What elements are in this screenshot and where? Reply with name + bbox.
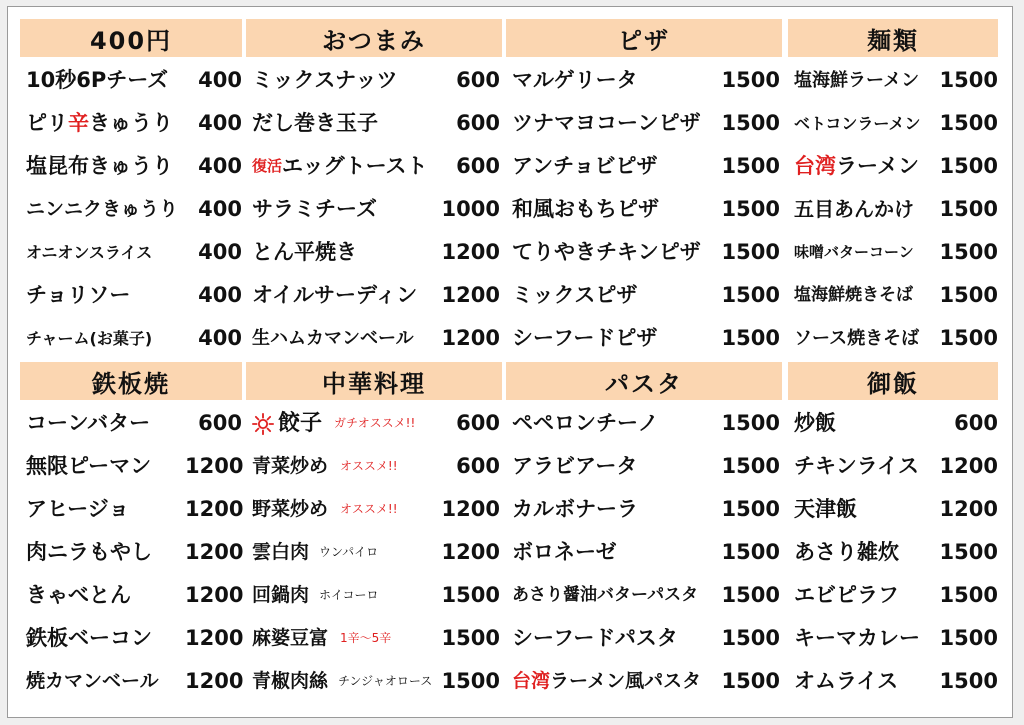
name-text: ペペロンチーノ [512,411,659,435]
section-header: おつまみ [246,19,502,57]
menu-item [506,59,782,102]
section-header: 400円 [20,19,242,57]
menu-item-name [794,145,919,188]
menu-item [246,531,502,574]
name-text: 青菜炒め [252,455,329,477]
menu-item [788,402,998,445]
menu-item-price: 1500 [721,68,780,92]
menu-item [246,102,502,145]
menu-item [788,317,998,360]
menu-item [20,231,242,274]
name-text: 回鍋肉 [252,584,310,606]
menu-item [788,488,998,531]
menu-item [20,274,242,317]
menu-item-price: 1200 [185,540,244,564]
menu-item [20,531,242,574]
menu-item-price: 1500 [939,68,998,92]
menu-item-name [794,317,919,360]
name-text: ニンニクきゅうり [26,198,179,220]
menu-item-name [794,660,898,703]
name-text: 和風おもちピザ [512,197,659,221]
name-text: 生ハムカマンベール [252,328,414,349]
reading-note: ウンパイロ [319,545,379,559]
menu-item-price: 1500 [939,154,998,178]
menu-item-price: 1200 [185,454,244,478]
menu-item-name [794,188,914,231]
menu-item-price: 600 [954,411,998,435]
name-text: 餃子 [278,411,323,436]
menu-item [788,445,998,488]
name-text: 塩昆布きゅうり [26,154,173,178]
menu-item-price: 1500 [721,583,780,607]
menu-item-name [26,531,152,574]
recommend-note: オススメ!! [340,502,398,516]
name-text: オムライス [794,669,899,693]
menu-item-price: 1500 [939,583,998,607]
name-text: ソース焼きそば [794,328,920,349]
menu-item-name [794,445,919,488]
name-text: 炒飯 [794,411,836,435]
name-text: カルボナーラ [512,497,638,521]
menu-item-name [252,574,379,617]
menu-item-name [252,231,357,274]
name-text: ベトコンラーメン [794,114,921,133]
menu-item-name [512,317,657,360]
name-text: ピリ [26,111,68,135]
name-text: きゅうり [89,111,173,135]
name-accent: 辛 [68,111,89,135]
menu-item-price: 1500 [939,197,998,221]
menu-item [788,660,998,703]
menu-item [788,574,998,617]
menu-item-price: 1200 [939,454,998,478]
menu-item-price: 1500 [721,326,780,350]
name-text: 10秒6Pチーズ [26,68,169,92]
menu-item-price: 1500 [939,111,998,135]
menu-item [20,102,242,145]
name-text: チャーム(お菓子) [26,329,153,348]
menu-item [20,488,242,531]
menu-section [246,19,502,372]
menu-item-price: 600 [456,454,500,478]
menu-item-name [512,145,658,188]
menu-item-price: 1200 [441,283,500,307]
menu-item-name [26,617,152,660]
menu-item-price: 1200 [185,669,244,693]
menu-item-name [26,145,173,188]
name-text: 青椒肉絲 [252,670,329,692]
menu-item [20,402,242,445]
menu-section [506,19,782,372]
menu-section [20,19,242,372]
name-text: コーンバター [26,411,151,435]
name-text: ボロネーゼ [512,540,617,564]
menu-item [246,488,502,531]
menu-item [246,317,502,360]
menu-item-price: 1200 [441,240,500,264]
menu-item-name [26,574,131,617]
menu-item-price: 1500 [721,197,780,221]
menu-item [506,488,782,531]
menu-item-price: 400 [198,283,242,307]
recommend-note: オススメ!! [340,459,398,473]
menu-item-name [512,59,638,102]
menu-item-price: 600 [456,411,500,435]
name-text: 野菜炒め [252,498,329,520]
menu-item-name [794,231,914,274]
menu-item [506,188,782,231]
menu-item [246,445,502,488]
menu-item-name [26,274,130,317]
menu-item-price: 1000 [441,197,500,221]
name-text: ミックスピザ [512,283,638,307]
menu-item-price: 400 [198,68,242,92]
name-text: ラーメン [836,154,919,178]
name-text: 無限ピーマン [26,454,152,478]
menu-item [788,59,998,102]
menu-item-price: 1500 [939,626,998,650]
menu-item-name [512,102,701,145]
menu-item-price: 1200 [185,497,244,521]
menu-item-price: 400 [198,240,242,264]
menu-item [788,102,998,145]
menu-item-price: 600 [456,154,500,178]
menu-item-name [252,274,417,317]
name-text: エビピラフ [794,583,899,607]
name-text: 味噌バターコーン [794,243,914,261]
menu-item [788,531,998,574]
section-header: ピザ [506,19,782,57]
menu-item-name [512,231,701,274]
menu-item [506,574,782,617]
menu-section [788,362,998,715]
menu-item-price: 400 [198,326,242,350]
menu-item-name [512,574,698,617]
menu-item [20,660,242,703]
menu-item [506,445,782,488]
menu-item [506,102,782,145]
menu-item-price: 1500 [721,669,780,693]
menu-item-name [512,488,638,531]
menu-item-price: 1500 [939,283,998,307]
menu-item [246,145,502,188]
menu-item [246,59,502,102]
name-text: ミックスナッツ [252,68,398,92]
menu-item-price: 600 [456,111,500,135]
menu-item-price: 1500 [441,626,500,650]
menu-item-price: 600 [456,68,500,92]
menu-item [246,574,502,617]
menu-item [246,660,502,703]
menu-item-price: 1200 [441,326,500,350]
menu-item [20,617,242,660]
menu-item-name [512,188,659,231]
menu-item [246,231,502,274]
name-text: オニオンスライス [26,243,153,262]
name-text: 肉ニラもやし [26,540,152,564]
menu-item [20,145,242,188]
menu-item-name [512,402,659,445]
menu-item-name [26,59,168,102]
name-text: 焼カマンベール [26,670,159,692]
menu-item [20,574,242,617]
menu-item [20,317,242,360]
menu-item-price: 1500 [721,540,780,564]
menu-item-price: 1500 [721,454,780,478]
name-text: シーフードピザ [512,326,658,350]
menu-item-name [794,59,919,102]
menu-item-name [26,445,151,488]
section-header: 御飯 [788,362,998,400]
menu-item-price: 1500 [721,283,780,307]
reading-note: チンジャオロース [338,674,433,688]
menu-section [246,362,502,715]
menu-item-name [26,188,178,231]
menu-item-name [26,317,152,360]
name-text: 麻婆豆富 [252,627,329,649]
menu-item-name [252,445,398,488]
menu-item [788,188,998,231]
name-text: マルゲリータ [512,68,638,92]
menu-item-price: 1200 [185,626,244,650]
menu-item [506,402,782,445]
menu-item [788,274,998,317]
menu-item-name [252,145,428,188]
menu-item [788,617,998,660]
name-text: あさり雑炊 [794,540,899,564]
menu-item [20,445,242,488]
name-text: ツナマヨコーンピザ [512,111,701,135]
menu-item-price: 600 [198,411,242,435]
menu-item-price: 1200 [939,497,998,521]
menu-item-name [26,488,129,531]
menu-item-name [252,102,378,145]
section-header: 鉄板焼 [20,362,242,400]
menu-item-name [794,274,913,317]
name-text: きゃべとん [26,583,131,607]
menu-item-name [512,531,617,574]
menu-item-price: 1500 [721,626,780,650]
name-text: シーフードパスタ [512,626,678,650]
menu-item-price: 1500 [721,240,780,264]
menu-item-price: 1500 [721,111,780,135]
name-text: アヒージョ [26,497,130,521]
section-header: 中華料理 [246,362,502,400]
menu-item [246,274,502,317]
name-text: アンチョビピザ [512,154,658,178]
name-text: だし巻き玉子 [252,111,378,135]
menu-item [506,617,782,660]
menu-item-price: 1200 [441,540,500,564]
menu-item-name [794,402,836,445]
name-text: あさり醤油バターパスタ [512,585,699,605]
menu-item-name [26,102,173,145]
name-text: サラミチーズ [252,197,377,221]
menu-item-price: 400 [198,111,242,135]
menu-item-price: 400 [198,154,242,178]
name-text: てりやきチキンピザ [512,240,701,264]
name-text: 天津飯 [794,497,857,521]
name-text: ラーメン風パスタ [550,670,702,692]
menu-item-price: 1500 [939,669,998,693]
menu-item-name [512,660,701,703]
menu-item-price: 400 [198,197,242,221]
section-header: 麺類 [788,19,998,57]
menu-item-name [794,102,921,145]
menu-item-price: 1500 [721,154,780,178]
name-text: アラビアータ [512,454,638,478]
menu-item-price: 1500 [939,540,998,564]
name-text: チキンライス [794,454,919,478]
menu-item [506,145,782,188]
name-text: 雲白肉 [252,541,310,563]
name-text: とん平焼き [252,240,357,264]
name-text: 塩海鮮ラーメン [794,70,920,91]
menu-item-name [26,402,150,445]
name-text: キーマカレー [794,626,920,650]
menu-item [506,660,782,703]
name-text: チョリソー [26,283,131,307]
menu-item-name [512,274,637,317]
menu-item-name [794,488,857,531]
menu-item-price: 1500 [441,669,500,693]
menu-item [20,59,242,102]
menu-item-price: 1500 [721,497,780,521]
menu-item-name [794,531,899,574]
name-text: 鉄板ベーコン [26,626,152,650]
name-accent: 復活 [252,157,283,175]
recommend-note: 1辛〜5辛 [340,631,392,645]
menu-item-name [252,531,378,574]
name-accent: 台湾 [512,670,551,692]
name-text: 五目あんかけ [794,197,914,221]
menu-item-name [252,402,415,445]
section-header: パスタ [506,362,782,400]
name-text: オイルサーディン [252,283,418,307]
menu-item-name [794,574,899,617]
menu-item-name [252,59,398,102]
name-accent: 台湾 [794,154,836,178]
recommend-note: ガチオススメ!! [334,416,416,430]
sun-icon [252,413,274,435]
menu-item-name [26,660,159,703]
menu-item-price: 1500 [939,326,998,350]
menu-item [506,317,782,360]
menu-item-name [512,617,678,660]
reading-note: ホイコーロ [319,588,379,602]
menu-section [788,19,998,372]
name-text: エッグトースト [282,154,428,178]
menu-item [20,188,242,231]
menu-item [246,402,502,445]
menu-item [788,231,998,274]
menu-item-name [794,617,920,660]
menu-item-name [252,188,377,231]
menu-item-price: 1200 [185,583,244,607]
menu-item [506,531,782,574]
menu-item [246,188,502,231]
menu-item-name [252,617,391,660]
name-text: 塩海鮮焼きそば [794,285,913,305]
menu-item-name [252,488,398,531]
menu-item-name [252,660,432,703]
menu-item [506,231,782,274]
menu-section [20,362,242,715]
menu-item [246,617,502,660]
menu-item-price: 1500 [939,240,998,264]
menu-sheet [7,6,1013,718]
menu-item-price: 1200 [441,497,500,521]
menu-item-price: 1500 [441,583,500,607]
menu-item-name [252,317,414,360]
menu-section [506,362,782,715]
menu-item-price: 1500 [721,411,780,435]
menu-item-name [26,231,152,274]
menu-item-name [512,445,637,488]
menu-item [788,145,998,188]
menu-item [506,274,782,317]
